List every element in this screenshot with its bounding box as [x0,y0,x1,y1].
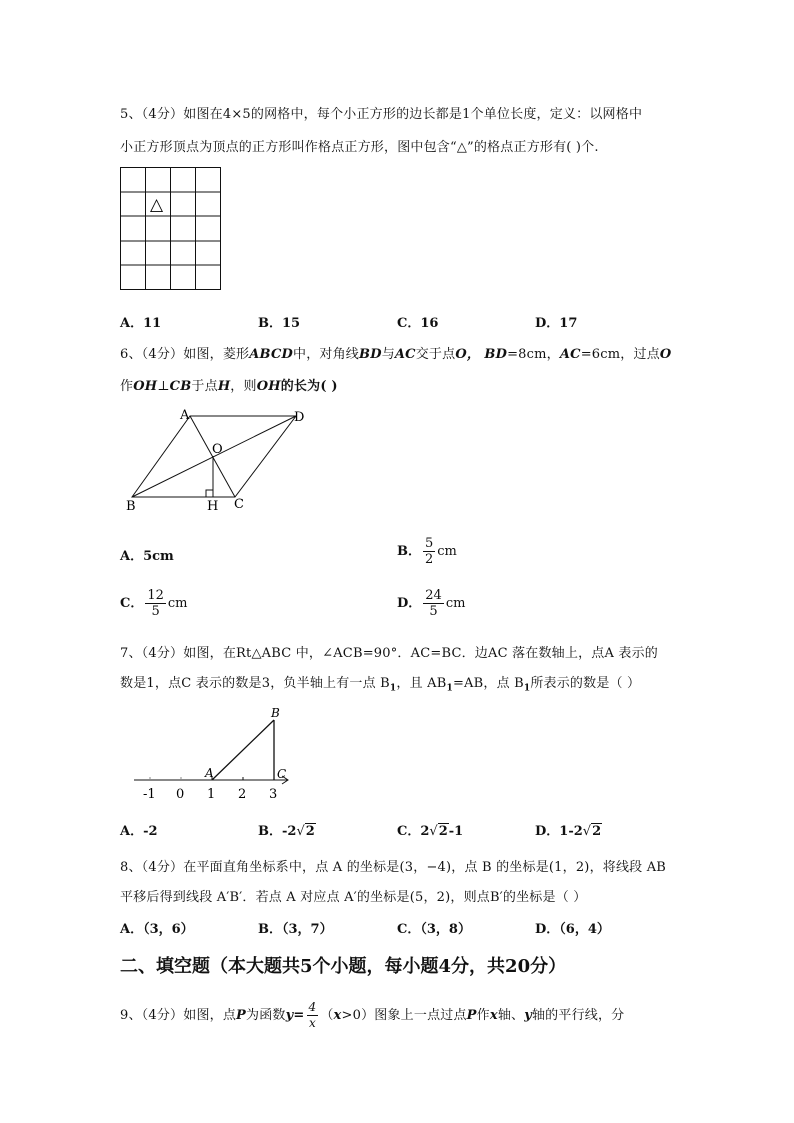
q5-option-a[interactable]: A．11 [120,316,162,331]
q6-label-h: H [207,499,219,514]
q7-tick-2: 2 [238,787,247,802]
q5-option-c[interactable]: C．16 [397,316,439,331]
q5-grid-figure [120,167,222,291]
q5-triangle-mark: △ [150,195,164,215]
q6-label-d: D [294,410,305,425]
q7-tick-0: 0 [176,787,185,802]
q6-line2: 作OH⊥CB于点H，则OH的长为( ) [120,379,338,394]
q8-option-a[interactable]: A．（3，6） [120,922,194,937]
q7-option-d[interactable]: D．1-2√2 [535,824,602,839]
q7-line1: 7、（4分）如图，在Rt△ABC 中，∠ACB=90°．AC=BC．边AC 落在数轴上，点A 表示的 [120,646,658,661]
q8-option-b[interactable]: B．（3，7） [258,922,333,937]
q5-line1: 5、（4分）如图在4×5的网格中，每个小正方形的边长都是1个单位长度，定义：以网格中 [120,107,643,122]
q6-line1: 6、（4分）如图，菱形ABCD中，对角线BD与AC交于点O， BD=8cm，AC=6cm，过点O [120,347,672,362]
q6-label-c: C [234,497,244,512]
q5-option-b[interactable]: B．15 [258,316,301,331]
q8-option-d[interactable]: D．（6，4） [535,922,610,937]
q7-tick-neg1: -1 [143,787,156,802]
q7-option-c[interactable]: C．2√2-1 [397,824,464,839]
q8-line2: 平移后得到线段 A′B′．若点 A 对应点 A′的坐标是(5，2)，则点B′的坐标是（ ） [120,890,587,905]
q5-option-d[interactable]: D．17 [535,316,578,331]
q6-option-d[interactable]: D． $\frac{24}{5}$ cm [397,588,466,619]
section-heading-fill-in: 二、填空题（本大题共5个小题，每小题4分，共20分） [120,956,567,977]
q7-tick-3: 3 [269,787,278,802]
q7-number-line-figure [130,703,300,803]
q6-rhombus-figure [120,402,320,514]
q6-option-c[interactable]: C． $\frac{12}{5}$ cm [120,588,188,619]
q7-line2: 数是1，点C 表示的数是3，负半轴上有一点 $B_1$，且 $AB_1=AB$，点 $B_1$所表示的数是（ ） [120,676,641,694]
q7-label-b: B [271,706,280,720]
q9-line1: 9、（4分）如图，点P为函数y= $\frac{4}{x}$ （x>0）图象上一点过点P作x轴、y轴的平行线，分 [120,1000,625,1030]
q6-option-a[interactable]: A．5cm [120,549,174,564]
q8-option-c[interactable]: C．（3，8） [397,922,471,937]
q7-label-c: C [277,767,287,781]
q5-line2: 小正方形顶点为顶点的正方形叫作格点正方形，图中包含“△”的格点正方形有( )个. [120,140,599,155]
q6-label-b: B [126,499,136,514]
q7-label-a: A [205,766,214,780]
q7-option-a[interactable]: A．-2 [120,824,158,839]
q6-label-o: O [212,442,223,457]
q6-option-b[interactable]: B． $\frac{5}{2}$ cm [397,536,457,567]
q7-option-b[interactable]: B．-2√2 [258,824,315,839]
q6-label-a: A [180,408,190,423]
q8-line1: 8、（4分）在平面直角坐标系中，点 A 的坐标是(3，−4)，点 B 的坐标是(1，2)，将线段 AB [120,860,667,875]
q7-tick-1: 1 [207,787,216,802]
